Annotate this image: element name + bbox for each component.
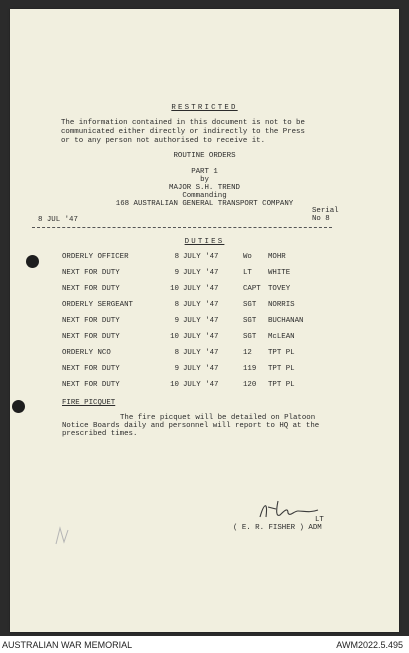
duty-day: 9 xyxy=(174,317,179,325)
officer-name: MAJOR S.H. TREND xyxy=(169,184,240,192)
order-date: 8 JUL '47 xyxy=(38,216,78,224)
duty-name: TPT PL xyxy=(268,381,295,389)
duty-month: JULY '47 xyxy=(183,301,219,309)
duties-heading: DUTIES xyxy=(184,238,225,246)
document-page xyxy=(10,9,399,632)
duty-month: JULY '47 xyxy=(183,269,219,277)
duty-role: NEXT FOR DUTY xyxy=(62,365,120,373)
duty-name: WHITE xyxy=(268,269,291,277)
by-text: by xyxy=(200,176,209,184)
fire-line-2: Notice Boards daily and personnel will report to HQ at the xyxy=(62,422,320,430)
duty-name: McLEAN xyxy=(268,333,295,341)
table-row xyxy=(62,381,362,393)
footer-reference: AWM2022.5.495 xyxy=(336,640,403,650)
duty-day: 10 xyxy=(170,285,179,293)
duty-day: 8 xyxy=(174,253,179,261)
duty-rank: LT xyxy=(243,269,252,277)
fire-line-3: prescribed times. xyxy=(62,430,138,438)
duty-rank: SGT xyxy=(243,333,257,341)
punch-hole-bottom xyxy=(12,400,25,413)
duty-day: 8 xyxy=(174,349,179,357)
commanding-text: Commanding xyxy=(182,192,227,200)
duty-role: ORDERLY NCO xyxy=(62,349,111,357)
routine-orders-heading: ROUTINE ORDERS xyxy=(173,152,236,160)
duty-name: TOVEY xyxy=(268,285,291,293)
duty-day: 10 xyxy=(170,381,179,389)
table-row xyxy=(62,365,362,377)
duty-month: JULY '47 xyxy=(183,285,219,293)
duty-month: JULY '47 xyxy=(183,349,219,357)
table-row xyxy=(62,253,362,265)
signature-name: ( E. R. FISHER ) ADM xyxy=(233,524,322,532)
duty-rank: CAPT xyxy=(243,285,261,293)
duty-month: JULY '47 xyxy=(183,365,219,373)
duty-day: 9 xyxy=(174,269,179,277)
table-row xyxy=(62,285,362,297)
pencil-mark xyxy=(52,524,72,548)
notice-line-1: The information contained in this document is not to be xyxy=(61,119,305,127)
duty-month: JULY '47 xyxy=(183,317,219,325)
duty-rank: SGT xyxy=(243,317,257,325)
duty-rank: 120 xyxy=(243,381,257,389)
table-row xyxy=(62,301,362,313)
serial-label: Serial xyxy=(312,207,339,215)
duty-rank: 119 xyxy=(243,365,257,373)
duty-day: 10 xyxy=(170,333,179,341)
duty-rank: 12 xyxy=(243,349,252,357)
footer-institution: AUSTRALIAN WAR MEMORIAL xyxy=(2,640,133,650)
duty-role: NEXT FOR DUTY xyxy=(62,333,120,341)
serial-number: No 8 xyxy=(312,215,330,223)
duty-role: NEXT FOR DUTY xyxy=(62,381,120,389)
duty-rank: Wo xyxy=(243,253,252,261)
notice-line-3: or to any person not authorised to receive it. xyxy=(61,137,266,145)
duty-day: 9 xyxy=(174,365,179,373)
duty-month: JULY '47 xyxy=(183,253,219,261)
signature-rank: LT xyxy=(315,516,324,524)
duty-day: 8 xyxy=(174,301,179,309)
duty-name: BUCHANAN xyxy=(268,317,304,325)
punch-hole-top xyxy=(26,255,39,268)
table-row xyxy=(62,349,362,361)
duty-role: ORDERLY OFFICER xyxy=(62,253,129,261)
duty-month: JULY '47 xyxy=(183,333,219,341)
duty-role: ORDERLY SERGEANT xyxy=(62,301,133,309)
duty-role: NEXT FOR DUTY xyxy=(62,269,120,277)
divider-rule xyxy=(32,227,332,228)
duty-role: NEXT FOR DUTY xyxy=(62,285,120,293)
duty-rank: SGT xyxy=(243,301,257,309)
fire-line-1: The fire picquet will be detailed on Platoon xyxy=(120,414,316,422)
duty-name: NORRIS xyxy=(268,301,295,309)
table-row xyxy=(62,333,362,345)
part-heading: PART 1 xyxy=(191,168,218,176)
duty-month: JULY '47 xyxy=(183,381,219,389)
classification-heading: RESTRICTED xyxy=(171,104,238,112)
table-row xyxy=(62,269,362,281)
handwritten-signature xyxy=(254,497,324,523)
duty-role: NEXT FOR DUTY xyxy=(62,317,120,325)
duty-name: TPT PL xyxy=(268,365,295,373)
unit-name: 168 AUSTRALIAN GENERAL TRANSPORT COMPANY xyxy=(115,200,294,208)
notice-line-2: communicated either directly or indirectly to the Press xyxy=(61,128,305,136)
fire-picquet-heading: FIRE PICQUET xyxy=(62,399,116,407)
duty-name: MOHR xyxy=(268,253,286,261)
footer-bar xyxy=(0,636,409,653)
duty-name: TPT PL xyxy=(268,349,295,357)
table-row xyxy=(62,317,362,329)
